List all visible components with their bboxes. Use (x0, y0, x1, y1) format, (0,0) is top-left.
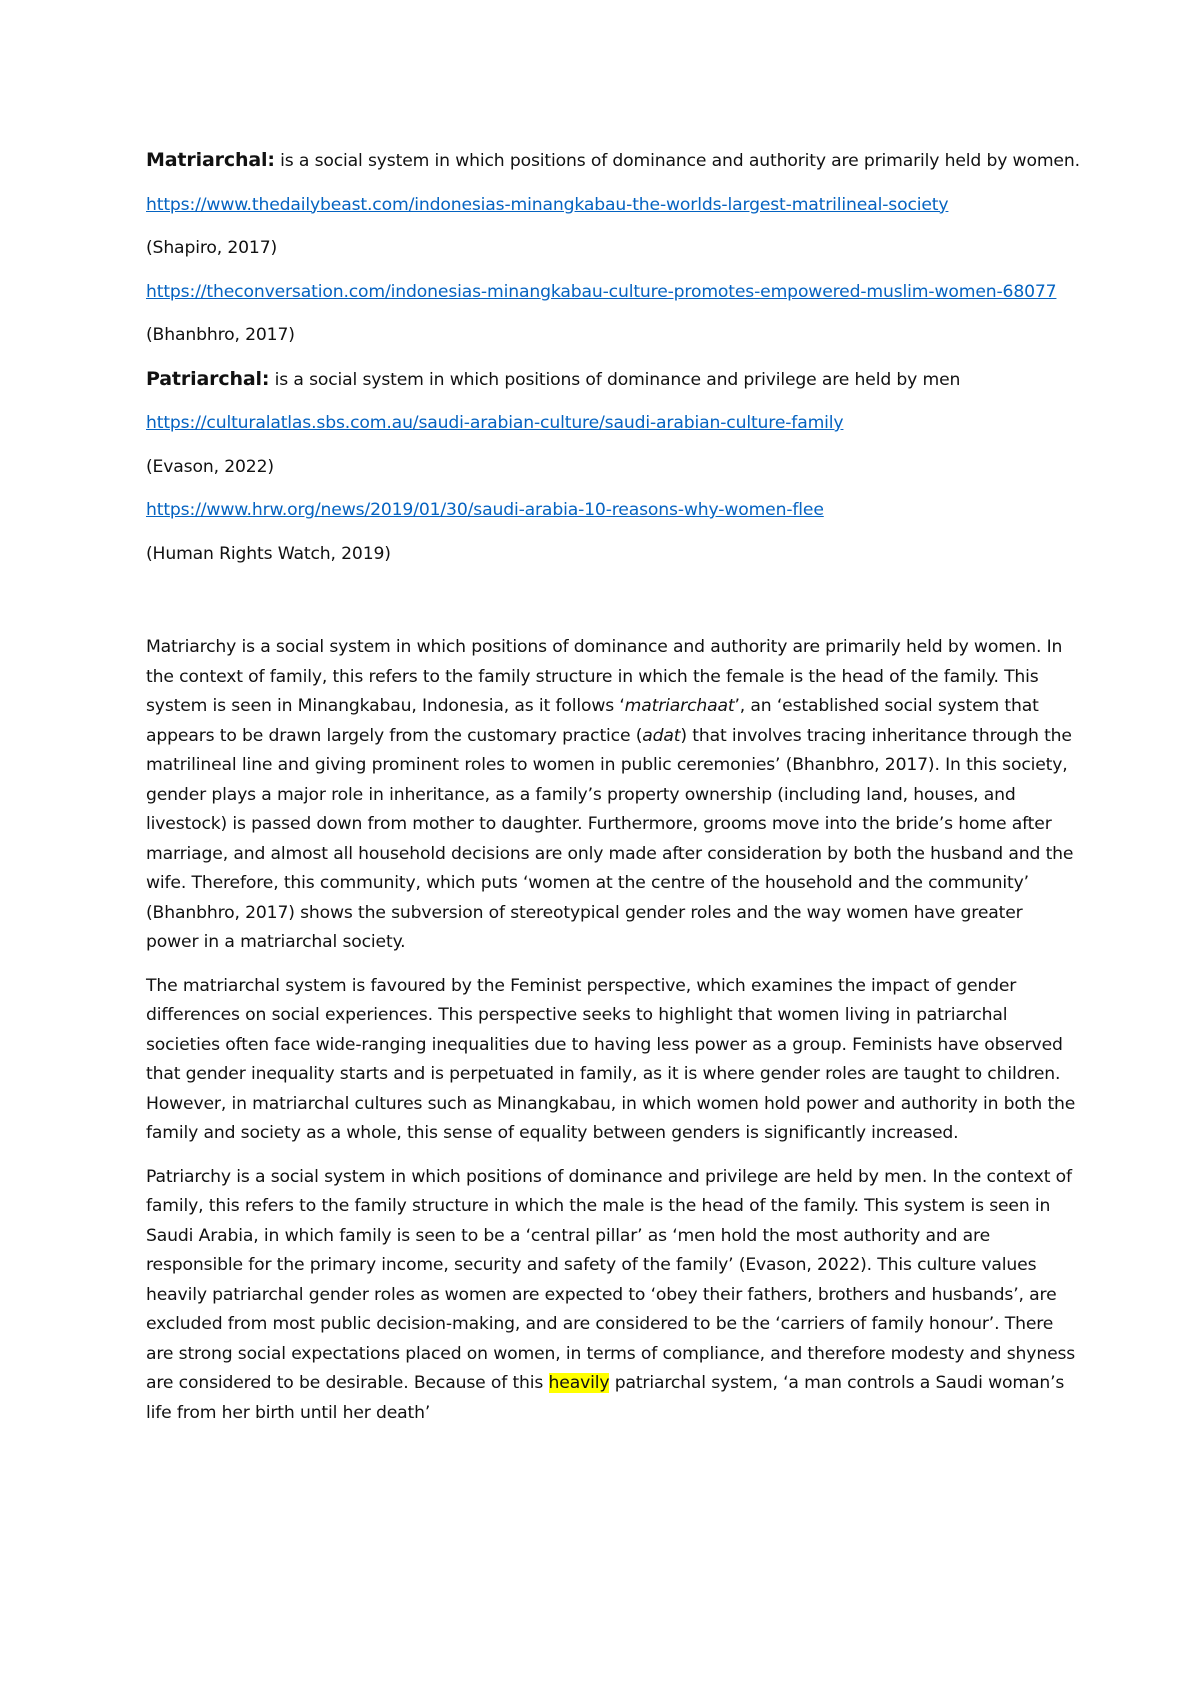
paragraph-matriarchy-text-3: ) that involves tracing inheritance through the matrilineal line and giving prominent roles to women in public ceremonies’ (Bhanbhro, 2017). In this society, gender plays a major role in inheritance, as a family’s property ownership (including land, houses, and livestock) is passed down from mother to daughter. Furthermore, grooms move into the bride’s home after marriage, and almost all household decisions are only made after consideration by both the husband and the wife. Therefore, this community, which puts ‘women at the centre of the household and the community’ (Bhanbhro, 2017) shows the subversion of stereotypical gender roles and the way women have greater power in a matriarchal society. (146, 725, 1074, 952)
culturalatlas-link[interactable]: https://culturalatlas.sbs.com.au/saudi-arabian-culture/saudi-arabian-culture-family (146, 413, 844, 433)
matriarchal-link-1-para (146, 191, 1080, 221)
essay-body (146, 633, 1080, 1428)
patriarchal-term: Patriarchal: (146, 367, 270, 390)
hrw-link[interactable]: https://www.hrw.org/news/2019/01/30/saudi-arabia-10-reasons-why-women-flee (146, 500, 824, 520)
patriarchal-definition (146, 365, 1080, 396)
matriarchaat-term: matriarchaat (624, 696, 735, 716)
matriarchal-citation-2: (Bhanbhro, 2017) (146, 325, 295, 345)
paragraph-patriarchy-text-2: patriarchal system, ‘a man controls a Saudi woman’s life from her birth until her death’ (146, 1373, 1065, 1423)
highlighted-word: heavily (548, 1373, 610, 1393)
paragraph-patriarchy-text-1: Patriarchy is a social system in which positions of dominance and privilege are held by men. In the context of family, this refers to the family structure in which the male is the head of the family. This system is seen in Saudi Arabia, in which family is seen to be a ‘central pillar’ as ‘men hold the most authority and are responsible for the primary income, security and safety of the family’ (Evason, 2022). This culture values heavily patriarchal gender roles as women are expected to ‘obey their fathers, brothers and husbands’, are excluded from most public decision-making, and are considered to be the ‘carriers of family honour’. There are strong social expectations placed on women, in terms of compliance, and therefore modesty and shyness are considered to be desirable. Because of this (146, 1166, 1076, 1393)
matriarchal-link-2-para (146, 278, 1080, 308)
patriarchal-citation-2: (Human Rights Watch, 2019) (146, 543, 391, 564)
paragraph-matriarchy-text-1: Matriarchy is a social system in which positions of dominance and authority are primarily held by women. In the context of family, this refers to the family structure in which the female is the head of the family. This system is seen in Minangkabau, Indonesia, as it follows ‘ (146, 637, 1063, 716)
theconversation-link[interactable]: https://theconversation.com/indonesias-minangkabau-culture-promotes-empowered-muslim-women-68077 (146, 281, 1057, 302)
matriarchal-definition (146, 146, 1080, 177)
patriarchal-link-1-para (146, 409, 1080, 439)
section-gap (146, 583, 1080, 633)
patriarchal-definition-text: is a social system in which positions of dominance and privilege are held by men (269, 369, 961, 390)
patriarchal-link-2-para (146, 496, 1080, 526)
paragraph-matriarchy-text-2: ’, an ‘established social system that appears to be drawn largely from the customary practice ( (146, 696, 1039, 746)
paragraph-matriarchy (146, 633, 1080, 958)
paragraph-patriarchy (146, 1163, 1080, 1429)
thedailybeast-link[interactable]: https://www.thedailybeast.com/indonesias-minangkabau-the-worlds-largest-matrilineal-society (146, 194, 949, 215)
patriarchal-citation-1: (Evason, 2022) (146, 456, 274, 477)
adat-term: adat (642, 725, 681, 746)
matriarchal-term: Matriarchal: (146, 149, 275, 171)
matriarchal-citation-1: (Shapiro, 2017) (146, 238, 278, 258)
matriarchal-definition-text: is a social system in which positions of dominance and authority are primarily held by women. (274, 151, 1080, 171)
paragraph-feminist: The matriarchal system is favoured by the Feminist perspective, which examines the impact of gender differences on social experiences. This perspective seeks to highlight that women living in patriarchal societies often face wide-ranging inequalities due to having less power as a group. Feminists have observed that gender inequality starts and is perpetuated in family, as it is where gender roles are taught to children. However, in matriarchal cultures such as Minangkabau, in which women hold power and authority in both the family and society as a whole, this sense of equality between genders is significantly increased. (146, 975, 1076, 1143)
